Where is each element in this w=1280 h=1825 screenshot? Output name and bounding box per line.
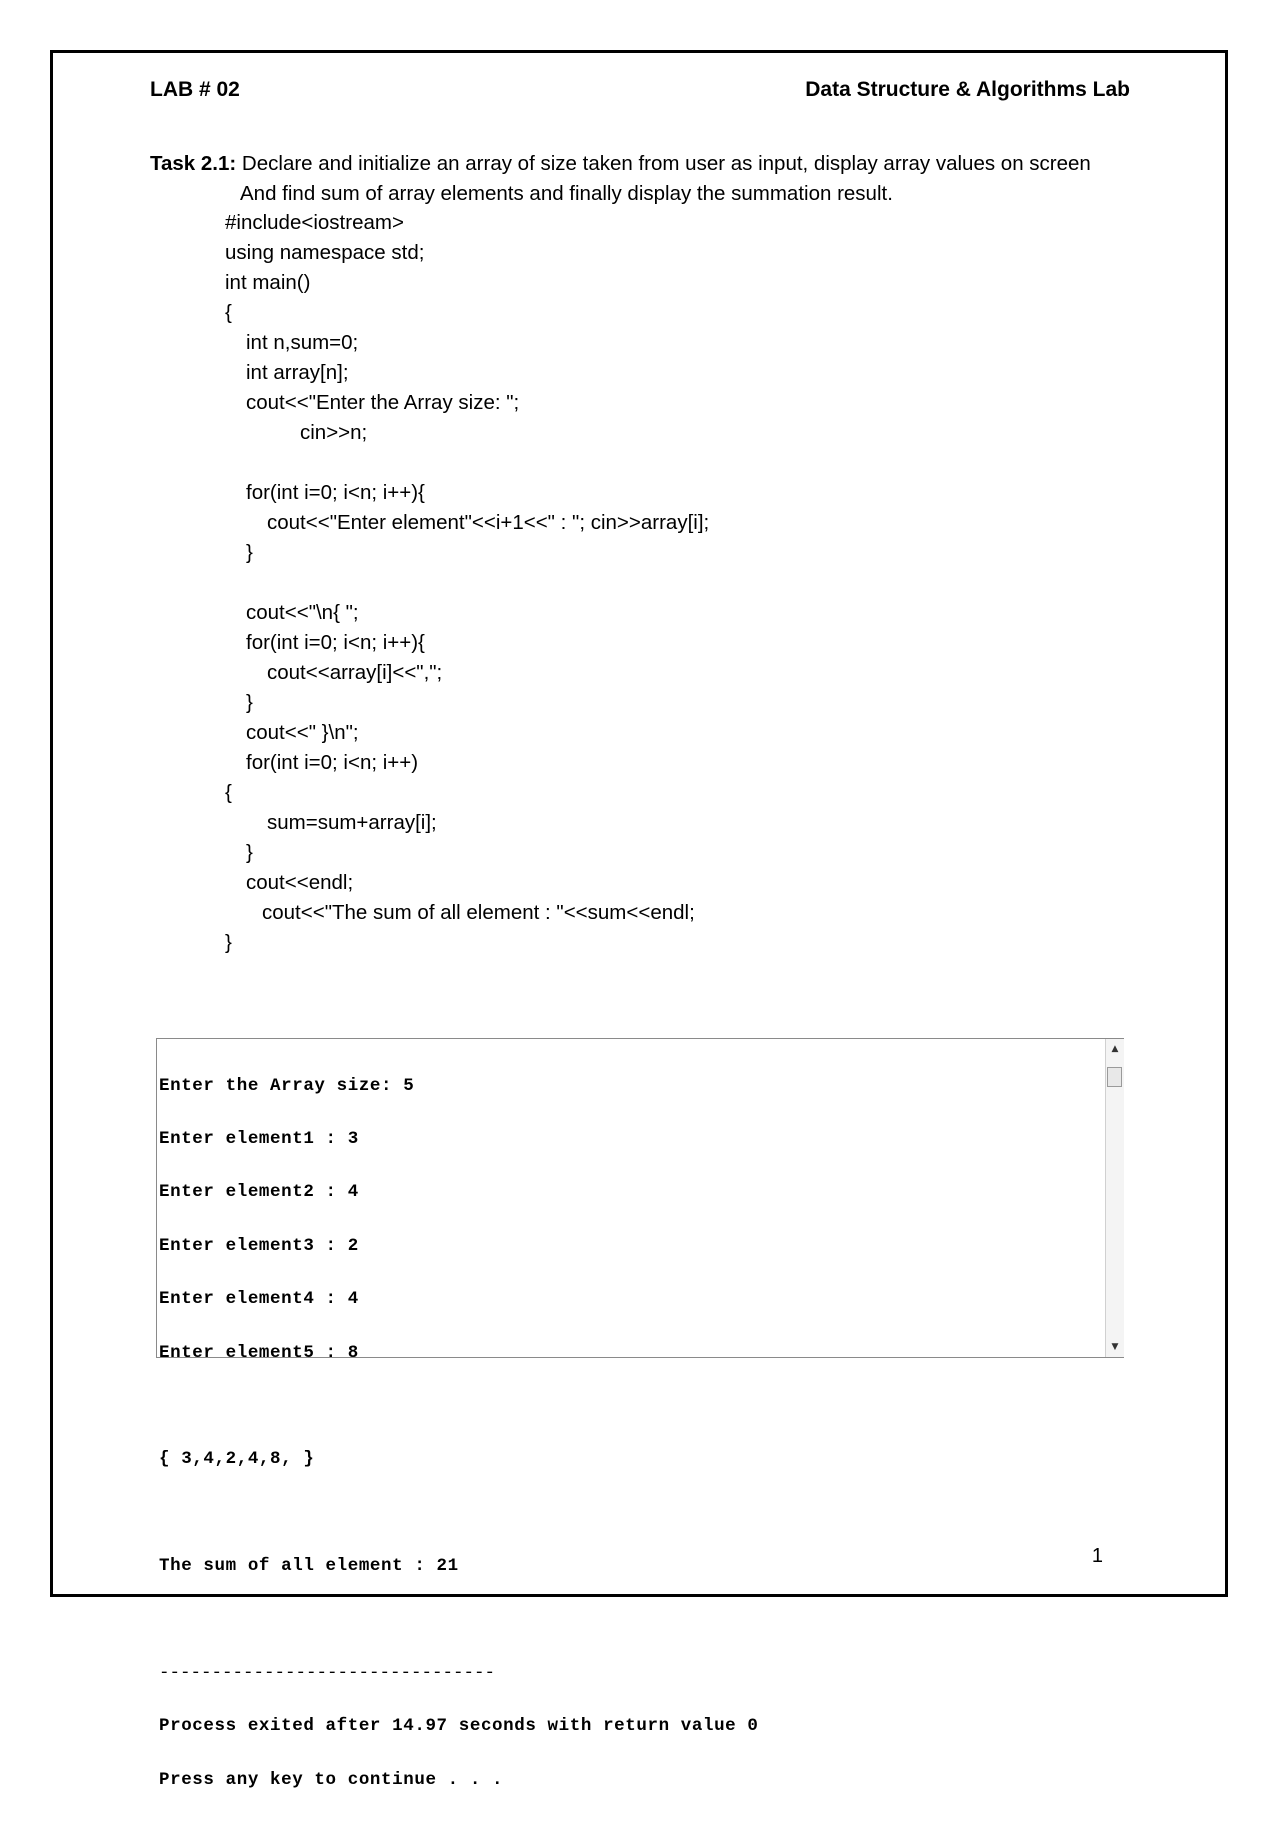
console-output — [159, 1042, 1099, 1825]
console-line: Press any key to continue . . . — [159, 1769, 504, 1790]
page-number: 1 — [1091, 1545, 1103, 1567]
code-line: for(int i=0; i<n; i++){ — [246, 631, 425, 654]
code-line: sum=sum+array[i]; — [267, 811, 437, 834]
code-line: int n,sum=0; — [246, 331, 359, 354]
code-line: cout<<"The sum of all element : "<<sum<<endl; — [262, 901, 695, 924]
code-line: cin>>n; — [300, 421, 368, 444]
console-blank-line — [159, 1398, 1099, 1416]
code-line: for(int i=0; i<n; i++) — [246, 751, 419, 774]
code-line: } — [246, 841, 253, 864]
code-line: cout<<"\n{ "; — [246, 601, 359, 624]
code-line: int array[n]; — [246, 361, 349, 384]
console-line: { 3,4,2,4,8, } — [159, 1449, 315, 1470]
task-text-line2: And find sum of array elements and finally display the summation result. — [240, 182, 893, 205]
code-line: cout<<array[i]<<","; — [267, 661, 443, 684]
console-line: Enter element4 : 4 — [159, 1289, 359, 1310]
code-line: } — [246, 691, 253, 714]
console-line: Process exited after 14.97 seconds with return value 0 — [159, 1716, 759, 1737]
console-blank-line — [159, 1505, 1099, 1523]
task-statement — [150, 152, 1091, 176]
console-window — [156, 1038, 1124, 1790]
scroll-up-arrow-icon[interactable]: ▲ — [1111, 1044, 1119, 1054]
console-line: Enter element3 : 2 — [159, 1235, 359, 1256]
code-line: cout<<"Enter element"<<i+1<<" : "; cin>>array[i]; — [267, 511, 710, 534]
console-line: Enter element1 : 3 — [159, 1128, 359, 1149]
console-line: Enter the Array size: 5 — [159, 1075, 415, 1096]
lab-number: LAB # 02 — [150, 78, 240, 101]
scroll-down-arrow-icon[interactable]: ▼ — [1111, 1342, 1119, 1352]
code-line: cout<<endl; — [246, 871, 354, 894]
code-line: { — [225, 781, 232, 804]
console-scrollbar[interactable] — [1105, 1039, 1124, 1357]
code-line: cout<<"Enter the Array size: "; — [246, 391, 520, 414]
task-text-line1: Declare and initialize an array of size taken from user as input, display array values on screen — [236, 152, 1091, 175]
code-line: } — [225, 931, 232, 954]
code-line: { — [225, 301, 232, 324]
console-line: The sum of all element : 21 — [159, 1556, 459, 1577]
code-line: using namespace std; — [225, 241, 425, 264]
task-label: Task 2.1: — [150, 152, 237, 175]
scroll-thumb[interactable] — [1107, 1067, 1122, 1087]
code-line: } — [246, 541, 253, 564]
console-line: Enter element5 : 8 — [159, 1342, 359, 1363]
code-line: cout<<" }\n"; — [246, 721, 359, 744]
console-blank-line — [159, 1612, 1099, 1630]
console-separator: -------------------------------- — [159, 1662, 496, 1683]
course-title: Data Structure & Algorithms Lab — [805, 78, 1130, 101]
code-line: #include<iostream> — [225, 211, 404, 234]
code-line: for(int i=0; i<n; i++){ — [246, 481, 425, 504]
console-line: Enter element2 : 4 — [159, 1182, 359, 1203]
code-line: int main() — [225, 271, 311, 294]
